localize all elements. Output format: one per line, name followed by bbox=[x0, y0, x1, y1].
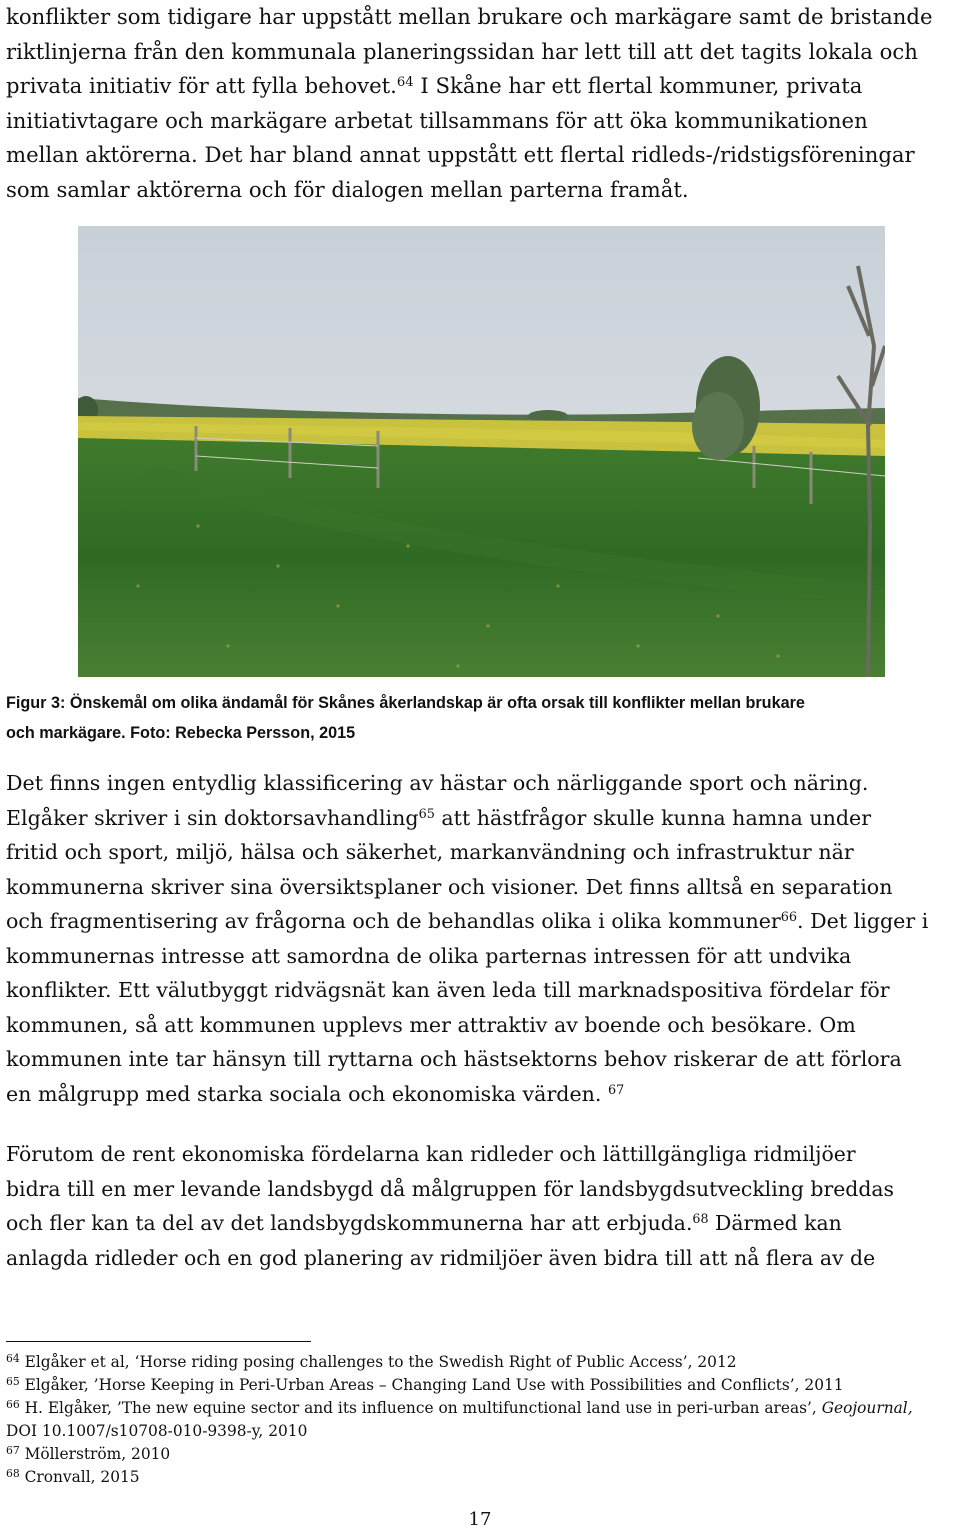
text-line: bidra till en mer levande landsbygd då målgruppen för landsbygdsutveckling breddas bbox=[6, 1176, 894, 1201]
paragraph-1 bbox=[6, 0, 960, 207]
text-line: privata initiativ för att fylla behovet.$^{64}$ I Skåne har ett flertal kommuner, privata bbox=[6, 73, 863, 98]
journal-title: Geojournal, bbox=[821, 1399, 913, 1417]
footnote-68: $^{68}$ Cronvall, 2015 bbox=[6, 1467, 140, 1486]
text-line: konflikter. Ett välutbyggt ridvägsnät kan även leda till marknadspositiva fördelar för bbox=[6, 978, 890, 1002]
landscape-image bbox=[78, 226, 885, 677]
footnote-64: $^{64}$ Elgåker et al, ‘Horse riding posing challenges to the Swedish Right of Public Access’, 2012 bbox=[6, 1352, 737, 1371]
text-line: kommunernas intresse att samordna de olika parternas intressen för att undvika bbox=[6, 943, 852, 968]
text-line: Elgåker skriver i sin doktorsavhandling$^{65}$ att hästfrågor skulle kunna hamna under bbox=[6, 805, 872, 830]
footnote-ref-65[interactable]: 65 bbox=[418, 806, 435, 822]
footnote-67: $^{67}$ Möllerström, 2010 bbox=[6, 1444, 171, 1463]
paragraph-2 bbox=[6, 766, 960, 1111]
footnote-65: $^{65}$ Elgåker, ’Horse Keeping in Peri-Urban Areas – Changing Land Use with Possibilities and Conflicts’, 2011 bbox=[6, 1375, 844, 1394]
footnote-66: $^{66}$ H. Elgåker, ’The new equine sector and its influence on multifunctional land use in peri-urban areas’, Geojournal, bbox=[6, 1398, 913, 1417]
footnote-ref-66[interactable]: 66 bbox=[780, 909, 798, 925]
caption-line: Figur 3: Önskemål om olika ändamål för Skånes åkerlandskap är ofta orsak till konflikter mellan brukare bbox=[6, 694, 805, 712]
footnote-separator bbox=[6, 1341, 311, 1342]
paragraph-3 bbox=[6, 1137, 960, 1275]
caption-line: och markägare. Foto: Rebecka Persson, 2015 bbox=[6, 724, 356, 742]
page-number: 17 bbox=[468, 1509, 492, 1530]
figure-caption bbox=[6, 688, 960, 748]
footnote-66-doi: DOI 10.1007/s10708-010-9398-y, 2010 bbox=[6, 1422, 308, 1440]
text-line: Förutom de rent ekonomiska fördelarna kan ridleder och lättillgängliga ridmiljöer bbox=[6, 1142, 856, 1166]
footnote-ref-68[interactable]: 68 bbox=[692, 1211, 709, 1227]
text-line: fritid och sport, miljö, hälsa och säkerhet, markanvändning och infrastruktur när bbox=[6, 840, 854, 864]
text-line: kommunen, så att kommunen upplevs mer attraktiv av boende och besökare. Om bbox=[6, 1012, 856, 1037]
text-line: konflikter som tidigare har uppstått mellan brukare och markägare samt de bristande bbox=[6, 4, 933, 29]
footnote-ref-64[interactable]: 64 bbox=[396, 74, 414, 90]
text-line: kommunerna skriver sina översiktsplaner och visioner. Det finns alltså en separation bbox=[6, 874, 893, 899]
field-photo bbox=[78, 226, 885, 677]
text-line: som samlar aktörerna och för dialogen mellan parterna framåt. bbox=[6, 176, 689, 202]
text-line: och fragmentisering av frågorna och de behandlas olika i olika kommuner$^{66}$. Det ligger i bbox=[6, 909, 929, 933]
text-line: kommunen inte tar hänsyn till ryttarna och hästsektorns behov riskerar de att förlora bbox=[6, 1047, 902, 1071]
footnotes bbox=[6, 1351, 960, 1489]
text-line: och fler kan ta del av det landsbygdskommunerna har att erbjuda.$^{68}$ Därmed kan bbox=[6, 1211, 842, 1235]
text-line: anlagda ridleder och en god planering av ridmiljöer även bidra till att nå flera av de bbox=[6, 1245, 876, 1270]
footnote-ref-67[interactable]: 67 bbox=[608, 1082, 625, 1098]
text-line: riktlinjerna från den kommunala planeringssidan har lett till att det tagits lokala och bbox=[6, 38, 918, 64]
text-line: Det finns ingen entydlig klassificering av hästar och närliggande sport och näring. bbox=[6, 771, 869, 795]
text-line: en målgrupp med starka sociala och ekonomiska värden. $^{67}$ bbox=[6, 1081, 625, 1106]
text-line: mellan aktörerna. Det har bland annat uppstått ett flertal ridleds-/ridstigsföreningar bbox=[6, 142, 915, 167]
text-line: initiativtagare och markägare arbetat tillsammans för att öka kommunikationen bbox=[6, 107, 868, 133]
